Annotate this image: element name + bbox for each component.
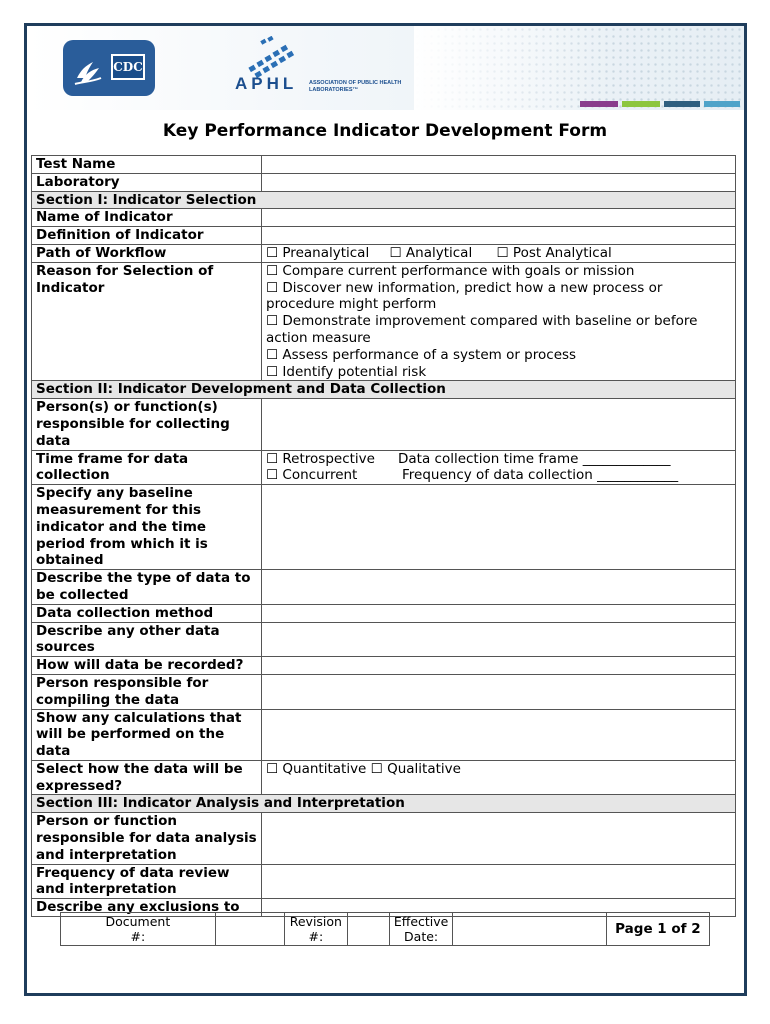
table-row bbox=[32, 209, 736, 227]
person-compiling-label: Person responsible for compiling the data bbox=[32, 674, 262, 709]
other-data-sources-label: Describe any other data sources bbox=[32, 622, 262, 657]
laboratory-label: Laboratory bbox=[32, 173, 262, 191]
test-name-label: Test Name bbox=[32, 156, 262, 174]
checkbox-concurrent[interactable]: ☐ Concurrent bbox=[266, 467, 358, 484]
document-number-label: Document #: bbox=[105, 914, 171, 944]
checkbox-icon: ☐ bbox=[266, 346, 279, 363]
name-of-indicator-field[interactable] bbox=[262, 209, 736, 227]
table-row bbox=[32, 244, 736, 262]
cdc-wordmark: CDC bbox=[111, 54, 145, 80]
checkbox-icon: ☐ bbox=[266, 262, 279, 279]
checkbox-compare-performance[interactable]: ☐ Compare current performance with goals or mission bbox=[266, 262, 635, 279]
document-number-cell[interactable] bbox=[61, 913, 216, 946]
calculations-field[interactable] bbox=[262, 709, 736, 760]
baseline-measurement-field[interactable] bbox=[262, 485, 736, 570]
table-row bbox=[32, 674, 736, 709]
revision-number-label: Revision #: bbox=[289, 914, 342, 944]
accent-bar-purple bbox=[580, 101, 618, 107]
calculations-label: Show any calculations that will be performed on the data bbox=[32, 709, 262, 760]
document-footer bbox=[60, 912, 710, 946]
type-of-data-field[interactable] bbox=[262, 570, 736, 605]
section-heading bbox=[32, 795, 736, 813]
time-frame-label: Time frame for data collection bbox=[32, 450, 262, 485]
frequency-review-field[interactable] bbox=[262, 864, 736, 899]
checkbox-analytical[interactable]: ☐ Analytical bbox=[389, 244, 473, 261]
table-row bbox=[32, 173, 736, 191]
header-banner bbox=[27, 26, 744, 110]
definition-label: Definition of Indicator bbox=[32, 227, 262, 245]
checkbox-preanalytical[interactable]: ☐ Preanalytical bbox=[266, 244, 370, 261]
effective-date-label: Effective Date: bbox=[393, 914, 449, 944]
how-recorded-field[interactable] bbox=[262, 657, 736, 675]
checkbox-icon: ☐ bbox=[496, 244, 509, 261]
checkbox-demonstrate-improvement[interactable]: ☐ Demonstrate improvement compared with baseline or before action measure bbox=[266, 313, 698, 346]
baseline-measurement-label: Specify any baseline measurement for this indicator and the time period from which it is obtained bbox=[32, 485, 262, 570]
data-collection-time-frame[interactable]: Data collection time frame _____________ bbox=[398, 450, 671, 467]
persons-responsible-label: Person(s) or function(s) responsible for collecting data bbox=[32, 399, 262, 450]
path-of-workflow-label: Path of Workflow bbox=[32, 244, 262, 262]
page-number: Page 1 of 2 bbox=[606, 913, 709, 946]
cdc-logo bbox=[63, 40, 155, 96]
checkbox-post-analytical[interactable]: ☐ Post Analytical bbox=[496, 244, 612, 261]
persons-responsible-field[interactable] bbox=[262, 399, 736, 450]
table-row bbox=[32, 657, 736, 675]
time-frame-options bbox=[262, 450, 736, 485]
effective-date-value[interactable] bbox=[453, 913, 607, 946]
accent-bar-green bbox=[622, 101, 660, 107]
checkbox-assess-performance[interactable]: ☐ Assess performance of a system or process bbox=[266, 346, 577, 363]
table-row bbox=[32, 622, 736, 657]
frequency-review-label: Frequency of data review and interpretation bbox=[32, 864, 262, 899]
checkbox-icon: ☐ bbox=[266, 244, 279, 261]
name-of-indicator-label: Name of Indicator bbox=[32, 209, 262, 227]
checkbox-retrospective[interactable]: ☐ Retrospective bbox=[266, 450, 375, 467]
table-row bbox=[32, 604, 736, 622]
how-recorded-label: How will data be recorded? bbox=[32, 657, 262, 675]
how-expressed-label: Select how the data will be expressed? bbox=[32, 760, 262, 795]
accent-bar-blue bbox=[704, 101, 740, 107]
aphl-full-name: ASSOCIATION OF PUBLIC HEALTH LABORATORIES™ bbox=[309, 80, 402, 93]
checkbox-icon: ☐ bbox=[266, 363, 279, 380]
checkbox-icon: ☐ bbox=[266, 760, 279, 777]
exclusions-label: Describe any exclusions to bbox=[32, 899, 262, 917]
effective-date-cell[interactable] bbox=[390, 913, 453, 946]
section-1-title: Section I: Indicator Selection bbox=[32, 191, 736, 209]
person-compiling-field[interactable] bbox=[262, 674, 736, 709]
frequency-of-data-collection[interactable]: Frequency of data collection ____________ bbox=[402, 467, 679, 484]
data-collection-method-field[interactable] bbox=[262, 604, 736, 622]
table-row bbox=[32, 399, 736, 450]
table-row bbox=[32, 760, 736, 795]
table-row bbox=[32, 450, 736, 485]
definition-field[interactable] bbox=[262, 227, 736, 245]
table-row bbox=[32, 262, 736, 381]
table-row bbox=[32, 156, 736, 174]
checkbox-identify-risk[interactable]: ☐ Identify potential risk bbox=[266, 363, 427, 380]
document-number-value[interactable] bbox=[215, 913, 284, 946]
section-3-title: Section III: Indicator Analysis and Interpretation bbox=[32, 795, 736, 813]
section-heading bbox=[32, 381, 736, 399]
checkbox-icon: ☐ bbox=[266, 450, 279, 467]
checkbox-icon: ☐ bbox=[389, 244, 402, 261]
type-of-data-label: Describe the type of data to be collected bbox=[32, 570, 262, 605]
revision-number-cell[interactable] bbox=[284, 913, 347, 946]
checkbox-discover-information[interactable]: ☐ Discover new information, predict how a new process or procedure might perform bbox=[266, 279, 663, 313]
kpi-form-table bbox=[31, 155, 736, 917]
checkbox-icon: ☐ bbox=[370, 760, 383, 777]
table-row bbox=[32, 864, 736, 899]
footer-row bbox=[61, 913, 710, 946]
test-name-field[interactable] bbox=[262, 156, 736, 174]
checkbox-quantitative[interactable]: ☐ Quantitative bbox=[266, 760, 367, 777]
checkbox-icon: ☐ bbox=[266, 313, 279, 330]
table-row bbox=[32, 709, 736, 760]
accent-bar-navy bbox=[664, 101, 700, 107]
section-heading bbox=[32, 191, 736, 209]
checkbox-icon: ☐ bbox=[266, 279, 279, 296]
other-data-sources-field[interactable] bbox=[262, 622, 736, 657]
page-title: Key Performance Indicator Development Form bbox=[162, 121, 608, 141]
section-2-title: Section II: Indicator Development and Data Collection bbox=[32, 381, 736, 399]
person-analysis-label: Person or function responsible for data analysis and interpretation bbox=[32, 813, 262, 864]
how-expressed-options bbox=[262, 760, 736, 795]
laboratory-field[interactable] bbox=[262, 173, 736, 191]
revision-number-value[interactable] bbox=[347, 913, 389, 946]
reason-for-selection-label: Reason for Selection of Indicator bbox=[32, 262, 262, 381]
person-analysis-field[interactable] bbox=[262, 813, 736, 864]
table-row bbox=[32, 813, 736, 864]
table-row bbox=[32, 570, 736, 605]
table-row bbox=[32, 227, 736, 245]
table-row bbox=[32, 485, 736, 570]
hhs-eagle-icon bbox=[71, 48, 105, 88]
checkbox-qualitative[interactable]: ☐ Qualitative bbox=[370, 760, 461, 777]
checkbox-icon: ☐ bbox=[266, 467, 279, 484]
reason-options bbox=[262, 262, 736, 381]
data-collection-method-label: Data collection method bbox=[32, 604, 262, 622]
path-of-workflow-options bbox=[262, 244, 736, 262]
aphl-wordmark: APHL bbox=[235, 74, 298, 93]
